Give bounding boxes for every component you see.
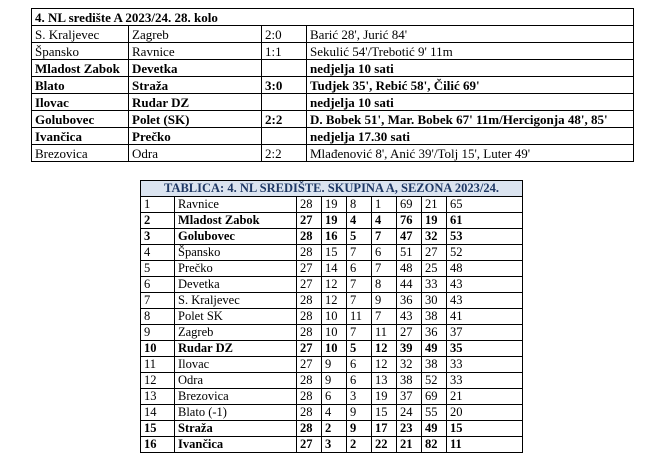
match-details: Sekulić 54'/Trebotić 9' 11m bbox=[307, 43, 634, 60]
points-cell: 33 bbox=[447, 357, 523, 373]
goals-for-cell: 23 bbox=[397, 421, 422, 437]
position-cell: 3 bbox=[141, 229, 175, 245]
losses-cell: 22 bbox=[372, 437, 397, 453]
wins-cell: 9 bbox=[322, 357, 347, 373]
team-cell: Brezovica bbox=[175, 389, 297, 405]
match-away-team: Polet (SK) bbox=[129, 111, 262, 128]
wins-cell: 16 bbox=[322, 229, 347, 245]
losses-cell: 7 bbox=[372, 261, 397, 277]
losses-cell: 8 bbox=[372, 277, 397, 293]
position-cell: 14 bbox=[141, 405, 175, 421]
team-cell: Devetka bbox=[175, 277, 297, 293]
match-score: 1:1 bbox=[262, 43, 307, 60]
played-cell: 28 bbox=[297, 309, 322, 325]
position-cell: 6 bbox=[141, 277, 175, 293]
team-cell: Ravnice bbox=[175, 197, 297, 213]
position-cell: 4 bbox=[141, 245, 175, 261]
draws-cell: 6 bbox=[347, 373, 372, 389]
goals-for-cell: 76 bbox=[397, 213, 422, 229]
position-cell: 7 bbox=[141, 293, 175, 309]
standings-row bbox=[141, 373, 523, 389]
draws-cell: 2 bbox=[347, 437, 372, 453]
draws-cell: 5 bbox=[347, 229, 372, 245]
losses-cell: 12 bbox=[372, 357, 397, 373]
points-cell: 52 bbox=[447, 245, 523, 261]
position-cell: 1 bbox=[141, 197, 175, 213]
match-details: nedjelja 10 sati bbox=[307, 94, 634, 111]
standings-row bbox=[141, 357, 523, 373]
points-cell: 15 bbox=[447, 421, 523, 437]
points-cell: 35 bbox=[447, 341, 523, 357]
results-title-row bbox=[32, 9, 634, 26]
position-cell: 9 bbox=[141, 325, 175, 341]
played-cell: 28 bbox=[297, 293, 322, 309]
points-cell: 61 bbox=[447, 213, 523, 229]
position-cell: 5 bbox=[141, 261, 175, 277]
goals-against-cell: 49 bbox=[422, 421, 447, 437]
match-away-team: Zagreb bbox=[129, 26, 262, 43]
match-home-team: Špansko bbox=[32, 43, 129, 60]
goals-against-cell: 36 bbox=[422, 325, 447, 341]
match-score: 3:0 bbox=[262, 77, 307, 94]
match-away-team: Prečko bbox=[129, 128, 262, 145]
standings-row bbox=[141, 421, 523, 437]
match-details: D. Bobek 51', Mar. Bobek 67' 11m/Hercigonja 48', 85' bbox=[307, 111, 634, 128]
standings-row bbox=[141, 309, 523, 325]
team-cell: Ivančica bbox=[175, 437, 297, 453]
draws-cell: 11 bbox=[347, 309, 372, 325]
draws-cell: 9 bbox=[347, 421, 372, 437]
wins-cell: 12 bbox=[322, 277, 347, 293]
standings-row bbox=[141, 277, 523, 293]
position-cell: 15 bbox=[141, 421, 175, 437]
standings-row bbox=[141, 261, 523, 277]
played-cell: 28 bbox=[297, 373, 322, 389]
match-row bbox=[32, 94, 634, 111]
team-cell: Mladost Zabok bbox=[175, 213, 297, 229]
points-cell: 11 bbox=[447, 437, 523, 453]
team-cell: Zagreb bbox=[175, 325, 297, 341]
losses-cell: 12 bbox=[372, 341, 397, 357]
position-cell: 13 bbox=[141, 389, 175, 405]
wins-cell: 3 bbox=[322, 437, 347, 453]
points-cell: 21 bbox=[447, 389, 523, 405]
match-away-team: Straža bbox=[129, 77, 262, 94]
points-cell: 41 bbox=[447, 309, 523, 325]
match-details: Mlađenović 8', Anić 39'/Tolj 15', Luter 49' bbox=[307, 145, 634, 162]
goals-for-cell: 48 bbox=[397, 261, 422, 277]
standings-row bbox=[141, 405, 523, 421]
results-table bbox=[31, 8, 634, 162]
team-cell: S. Kraljevec bbox=[175, 293, 297, 309]
goals-for-cell: 69 bbox=[397, 197, 422, 213]
draws-cell: 9 bbox=[347, 405, 372, 421]
match-row bbox=[32, 43, 634, 60]
points-cell: 37 bbox=[447, 325, 523, 341]
losses-cell: 9 bbox=[372, 293, 397, 309]
goals-against-cell: 33 bbox=[422, 277, 447, 293]
match-score bbox=[262, 128, 307, 145]
goals-for-cell: 36 bbox=[397, 293, 422, 309]
match-home-team: Ilovac bbox=[32, 94, 129, 111]
goals-against-cell: 69 bbox=[422, 389, 447, 405]
match-home-team: Golubovec bbox=[32, 111, 129, 128]
wins-cell: 19 bbox=[322, 197, 347, 213]
match-details: Tudjek 35', Rebić 58', Čilić 69' bbox=[307, 77, 634, 94]
goals-for-cell: 32 bbox=[397, 357, 422, 373]
wins-cell: 15 bbox=[322, 245, 347, 261]
losses-cell: 4 bbox=[372, 213, 397, 229]
goals-against-cell: 21 bbox=[422, 197, 447, 213]
played-cell: 27 bbox=[297, 437, 322, 453]
losses-cell: 13 bbox=[372, 373, 397, 389]
match-score: 2:0 bbox=[262, 26, 307, 43]
losses-cell: 15 bbox=[372, 405, 397, 421]
losses-cell: 17 bbox=[372, 421, 397, 437]
team-cell: Blato (-1) bbox=[175, 405, 297, 421]
standings-row bbox=[141, 341, 523, 357]
played-cell: 28 bbox=[297, 245, 322, 261]
standings-row bbox=[141, 325, 523, 341]
points-cell: 43 bbox=[447, 293, 523, 309]
wins-cell: 9 bbox=[322, 373, 347, 389]
results-title: 4. NL središte A 2023/24. 28. kolo bbox=[32, 9, 634, 26]
points-cell: 65 bbox=[447, 197, 523, 213]
standings-row bbox=[141, 389, 523, 405]
goals-against-cell: 49 bbox=[422, 341, 447, 357]
match-row bbox=[32, 26, 634, 43]
draws-cell: 7 bbox=[347, 277, 372, 293]
wins-cell: 2 bbox=[322, 421, 347, 437]
match-row bbox=[32, 60, 634, 77]
played-cell: 27 bbox=[297, 357, 322, 373]
match-row bbox=[32, 128, 634, 145]
played-cell: 27 bbox=[297, 213, 322, 229]
standings-row bbox=[141, 245, 523, 261]
standings-title: TABLICA: 4. NL SREDIŠTE. SKUPINA A, SEZONA 2023/24. bbox=[141, 181, 523, 197]
wins-cell: 10 bbox=[322, 309, 347, 325]
match-score bbox=[262, 60, 307, 77]
match-home-team: Blato bbox=[32, 77, 129, 94]
team-cell: Špansko bbox=[175, 245, 297, 261]
position-cell: 16 bbox=[141, 437, 175, 453]
match-details: Barić 28', Jurić 84' bbox=[307, 26, 634, 43]
position-cell: 12 bbox=[141, 373, 175, 389]
team-cell: Golubovec bbox=[175, 229, 297, 245]
wins-cell: 19 bbox=[322, 213, 347, 229]
goals-for-cell: 39 bbox=[397, 341, 422, 357]
played-cell: 27 bbox=[297, 277, 322, 293]
position-cell: 8 bbox=[141, 309, 175, 325]
played-cell: 28 bbox=[297, 405, 322, 421]
goals-against-cell: 38 bbox=[422, 357, 447, 373]
match-home-team: S. Kraljevec bbox=[32, 26, 129, 43]
losses-cell: 1 bbox=[372, 197, 397, 213]
match-away-team: Odra bbox=[129, 145, 262, 162]
match-home-team: Mladost Zabok bbox=[32, 60, 129, 77]
losses-cell: 7 bbox=[372, 309, 397, 325]
wins-cell: 4 bbox=[322, 405, 347, 421]
played-cell: 28 bbox=[297, 229, 322, 245]
goals-against-cell: 32 bbox=[422, 229, 447, 245]
match-row bbox=[32, 145, 634, 162]
team-cell: Straža bbox=[175, 421, 297, 437]
goals-against-cell: 27 bbox=[422, 245, 447, 261]
wins-cell: 10 bbox=[322, 341, 347, 357]
wins-cell: 12 bbox=[322, 293, 347, 309]
standings-title-row bbox=[141, 181, 523, 197]
team-cell: Rudar DZ bbox=[175, 341, 297, 357]
standings-row bbox=[141, 437, 523, 453]
played-cell: 28 bbox=[297, 325, 322, 341]
goals-for-cell: 47 bbox=[397, 229, 422, 245]
played-cell: 28 bbox=[297, 197, 322, 213]
draws-cell: 7 bbox=[347, 325, 372, 341]
draws-cell: 6 bbox=[347, 261, 372, 277]
match-row bbox=[32, 111, 634, 128]
goals-for-cell: 43 bbox=[397, 309, 422, 325]
goals-for-cell: 21 bbox=[397, 437, 422, 453]
match-score: 2:2 bbox=[262, 111, 307, 128]
goals-for-cell: 38 bbox=[397, 373, 422, 389]
draws-cell: 7 bbox=[347, 245, 372, 261]
draws-cell: 8 bbox=[347, 197, 372, 213]
goals-for-cell: 27 bbox=[397, 325, 422, 341]
points-cell: 48 bbox=[447, 261, 523, 277]
wins-cell: 14 bbox=[322, 261, 347, 277]
played-cell: 27 bbox=[297, 261, 322, 277]
match-away-team: Devetka bbox=[129, 60, 262, 77]
draws-cell: 6 bbox=[347, 357, 372, 373]
draws-cell: 4 bbox=[347, 213, 372, 229]
losses-cell: 11 bbox=[372, 325, 397, 341]
match-score: 2:2 bbox=[262, 145, 307, 162]
team-cell: Polet SK bbox=[175, 309, 297, 325]
wins-cell: 10 bbox=[322, 325, 347, 341]
standings-table bbox=[140, 180, 523, 453]
position-cell: 2 bbox=[141, 213, 175, 229]
losses-cell: 7 bbox=[372, 229, 397, 245]
played-cell: 28 bbox=[297, 389, 322, 405]
goals-for-cell: 44 bbox=[397, 277, 422, 293]
match-details: nedjelja 10 sati bbox=[307, 60, 634, 77]
goals-for-cell: 37 bbox=[397, 389, 422, 405]
played-cell: 28 bbox=[297, 421, 322, 437]
goals-for-cell: 51 bbox=[397, 245, 422, 261]
draws-cell: 3 bbox=[347, 389, 372, 405]
losses-cell: 19 bbox=[372, 389, 397, 405]
wins-cell: 6 bbox=[322, 389, 347, 405]
standings-row bbox=[141, 229, 523, 245]
goals-against-cell: 30 bbox=[422, 293, 447, 309]
team-cell: Odra bbox=[175, 373, 297, 389]
position-cell: 10 bbox=[141, 341, 175, 357]
draws-cell: 5 bbox=[347, 341, 372, 357]
standings-row bbox=[141, 293, 523, 309]
match-details: nedjelja 17.30 sati bbox=[307, 128, 634, 145]
position-cell: 11 bbox=[141, 357, 175, 373]
goals-for-cell: 24 bbox=[397, 405, 422, 421]
losses-cell: 6 bbox=[372, 245, 397, 261]
goals-against-cell: 25 bbox=[422, 261, 447, 277]
goals-against-cell: 82 bbox=[422, 437, 447, 453]
points-cell: 43 bbox=[447, 277, 523, 293]
match-score bbox=[262, 94, 307, 111]
goals-against-cell: 19 bbox=[422, 213, 447, 229]
points-cell: 20 bbox=[447, 405, 523, 421]
team-cell: Prečko bbox=[175, 261, 297, 277]
draws-cell: 7 bbox=[347, 293, 372, 309]
match-away-team: Rudar DZ bbox=[129, 94, 262, 111]
standings-row bbox=[141, 197, 523, 213]
points-cell: 33 bbox=[447, 373, 523, 389]
goals-against-cell: 38 bbox=[422, 309, 447, 325]
goals-against-cell: 55 bbox=[422, 405, 447, 421]
standings-row bbox=[141, 213, 523, 229]
match-home-team: Brezovica bbox=[32, 145, 129, 162]
team-cell: Ilovac bbox=[175, 357, 297, 373]
match-row bbox=[32, 77, 634, 94]
goals-against-cell: 52 bbox=[422, 373, 447, 389]
match-away-team: Ravnice bbox=[129, 43, 262, 60]
points-cell: 53 bbox=[447, 229, 523, 245]
match-home-team: Ivančica bbox=[32, 128, 129, 145]
played-cell: 27 bbox=[297, 341, 322, 357]
